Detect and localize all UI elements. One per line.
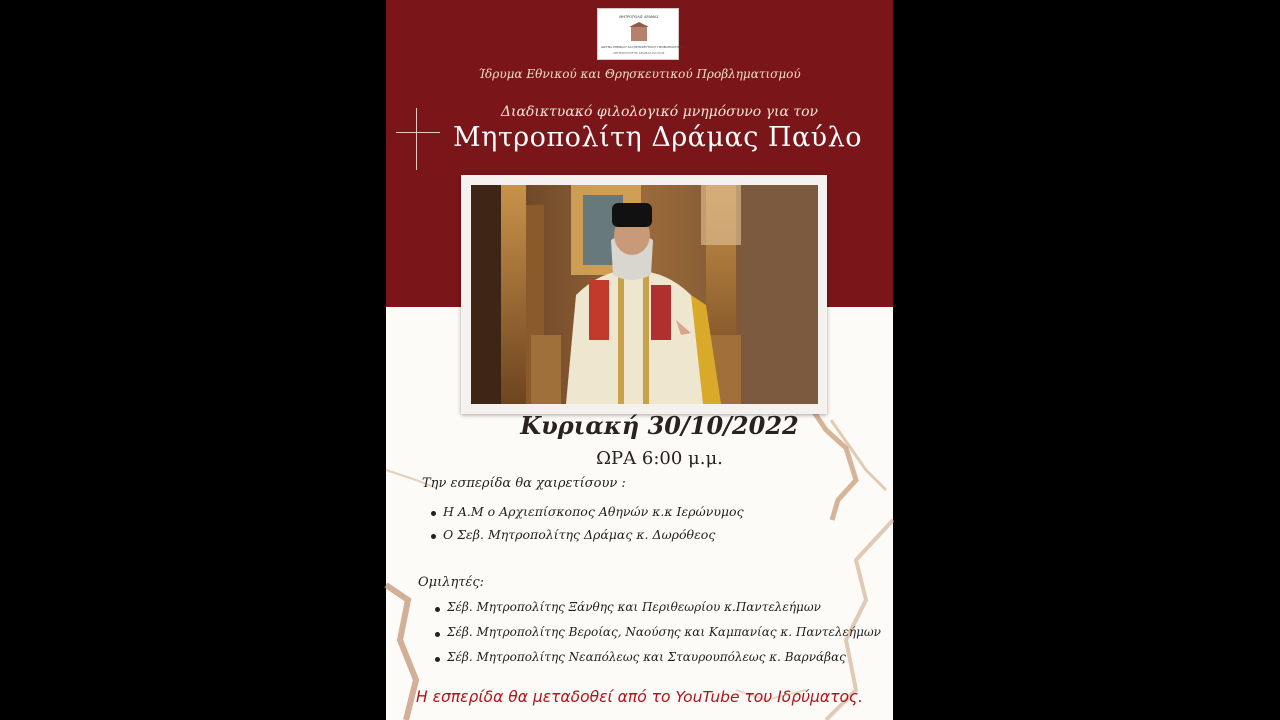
event-time: ΩΡΑ 6:00 μ.μ. [596, 448, 723, 469]
event-subtitle: Διαδικτυακό φιλολογικό μνημόσυνο για τον [500, 104, 819, 120]
list-item: Ο Σεβ. Μητροπολίτης Δράμας κ. Δωρόθεος [429, 527, 744, 550]
foundation-name: Ίδρυμα Εθνικού και Θρησκευτικού Προβληματισμού [478, 67, 801, 81]
greetings-label: Την εσπερίδα θα χαιρετίσουν : [422, 476, 626, 491]
logo-line-3: ΜΗΤΡΟΠΟΛΙΤΗΣ ΔΡΑΜΑΣ ΠΑΥΛΟΣ [613, 51, 665, 55]
speakers-list [433, 600, 881, 675]
event-date: Κυριακή 30/10/2022 [520, 411, 799, 440]
logo-line-1: ΜΗΤΡΟΠΟΛΙΣ ΔΡΑΜΑΣ [619, 15, 659, 19]
metropolitan-photo [471, 185, 818, 404]
foundation-logo [597, 8, 687, 60]
greetings-list [429, 504, 744, 550]
event-title: Μητροπολίτη Δράμας Παύλο [453, 122, 862, 153]
logo-line-2: ΙΔΡΥΜΑ ΕΘΝΙΚΟΥ ΚΑΙ ΘΡΗΣΚΕΥΤΙΚΟΥ ΠΡΟΒΛΗΜΑΤΙΣΜΟΥ [601, 45, 687, 49]
list-item: Σέβ. Μητροπολίτης Βεροίας, Ναούσης και Καμπανίας κ. Παντελεήμων [433, 625, 881, 650]
list-item: Σέβ. Μητροπολίτης Νεαπόλεως και Σταυρουπόλεως κ. Βαρνάβας [433, 650, 881, 675]
broadcast-notice: Η εσπερίδα θα μεταδοθεί από το YouTube του Ιδρύματος. [416, 688, 863, 706]
church-icon [631, 27, 647, 41]
list-item: Σέβ. Μητροπολίτης Ξάνθης και Περιθεωρίου κ.Παντελεήμων [433, 600, 881, 625]
list-item: Η Α.Μ ο Αρχιεπίσκοπος Αθηνών κ.κ Ιερώνυμος [429, 504, 744, 527]
speakers-label: Ομιλητές: [418, 575, 485, 590]
poster [386, 0, 893, 720]
